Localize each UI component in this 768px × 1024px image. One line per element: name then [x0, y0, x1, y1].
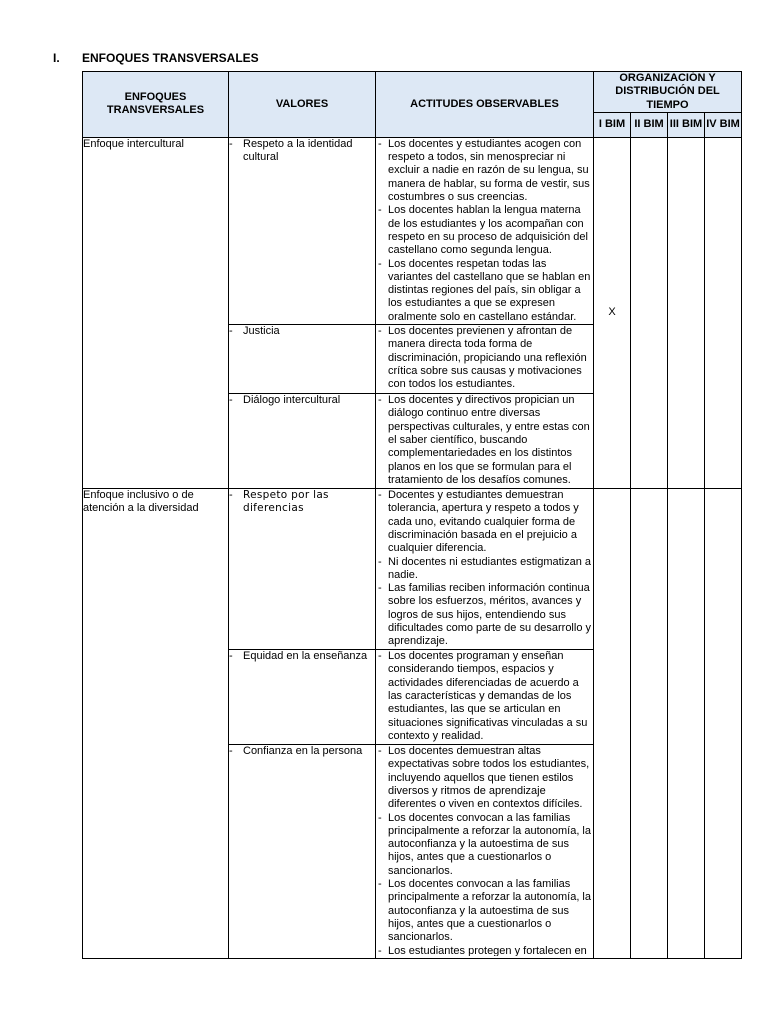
- actitudes-cell: [376, 394, 594, 489]
- header-organizacion: ORGANIZACIÓN Y DISTRIBUCIÓN DEL TIEMPO: [594, 72, 742, 113]
- actitudes-cell: [376, 325, 594, 394]
- valor-text: Respeto a la identidad cultural: [243, 137, 353, 164]
- actitudes-cell: [376, 650, 594, 745]
- header-valores: VALORES: [229, 72, 376, 138]
- valor-cell: - Equidad en la enseñanza: [229, 650, 376, 745]
- section-number: I.: [53, 51, 60, 65]
- actitud-item: - Ni docentes ni estudiantes estigmatizan a nadie.: [376, 556, 593, 583]
- header-bim-2: II BIM: [631, 112, 668, 137]
- enfoque-cell: Enfoque inclusivo o de atención a la diversidad: [83, 489, 229, 959]
- header-enfoques: ENFOQUES TRANSVERSALES: [83, 72, 229, 138]
- actitud-item: - Los docentes y estudiantes acogen con respeto a todos, sin menospreciar ni excluir a nadie en razón de su lengua, su manera de hablar, su forma de vestir, sus costumbres o sus creencias.: [376, 138, 593, 204]
- actitudes-cell: [376, 137, 594, 324]
- actitud-item: - Los docentes convocan a las familias principalmente a reforzar la autonomía, la autoconfianza y la autoestima de sus hijos, antes que a cuestionarlos o sancionarlos.: [376, 878, 593, 944]
- enfoque-cell: Enfoque intercultural: [83, 137, 229, 488]
- actitud-item: - Los docentes programan y enseñan considerando tiempos, espacios y actividades diferenciadas de acuerdo a las características y demandas de los estudiantes, las que se articulan en situaciones significativas vinculadas a su contexto y realidad.: [376, 650, 593, 743]
- actitud-item: - Los estudiantes protegen y fortalecen en: [376, 945, 593, 957]
- valor-cell: - Justicia: [229, 325, 376, 394]
- valor-text: Confianza en la persona: [243, 745, 363, 758]
- header-actitudes: ACTITUDES OBSERVABLES: [376, 72, 594, 138]
- actitud-item: - Los docentes convocan a las familias principalmente a reforzar la autonomía, la autoconfianza y la autoestima de sus hijos, antes que a cuestionarlos o sancionarlos.: [376, 812, 593, 878]
- valor-cell: - Respeto por las diferencias: [229, 489, 376, 650]
- valor-text: Justicia: [243, 325, 280, 338]
- actitudes-cell: [376, 745, 594, 959]
- actitud-item: - Docentes y estudiantes demuestran tolerancia, apertura y respeto a todos y cada uno, evitando cualquier forma de discriminación basada en el prejuicio a cualquier diferencia.: [376, 489, 593, 555]
- bim-mark-cell: [705, 137, 742, 488]
- bim-mark-cell: [668, 137, 705, 488]
- valor-text: Diálogo intercultural: [243, 394, 341, 407]
- valor-cell: - Respeto a la identidad cultural: [229, 137, 376, 324]
- valor-text: Respeto por las diferencias: [243, 489, 329, 515]
- valor-cell: - Diálogo intercultural: [229, 394, 376, 489]
- actitud-item: - Los docentes previenen y afrontan de manera directa toda forma de discriminación, propiciando una reflexión crítica sobre sus causas y motivaciones con todos los estudiantes.: [376, 325, 593, 391]
- bim-mark-cell: [594, 489, 631, 959]
- valor-text: Equidad en la enseñanza: [243, 650, 368, 663]
- actitudes-cell: [376, 489, 594, 650]
- bim-mark-cell: [668, 489, 705, 959]
- section-title: ENFOQUES TRANSVERSALES: [82, 51, 259, 65]
- actitud-item: - Las familias reciben información continua sobre los esfuerzos, méritos, avances y logros de sus hijos, entendiendo sus dificultades como parte de su desarrollo y aprendizaje.: [376, 582, 593, 648]
- enfoques-table: [82, 71, 742, 959]
- bim-mark-cell: X: [594, 137, 631, 488]
- bim-mark-cell: [705, 489, 742, 959]
- header-bim-1: I BIM: [594, 112, 631, 137]
- header-bim-4: IV BIM: [705, 112, 742, 137]
- actitud-item: - Los docentes respetan todas las variantes del castellano que se hablan en distintas regiones del país, sin obligar a los estudiantes a que se expresen oralmente solo en castellano estándar.: [376, 258, 593, 324]
- header-bim-3: III BIM: [668, 112, 705, 137]
- valor-cell: - Confianza en la persona: [229, 745, 376, 959]
- section-heading: [53, 51, 259, 65]
- actitud-item: - Los docentes y directivos propician un diálogo continuo entre diversas perspectivas culturales, y entre estas con el saber científico, buscando complementariedades en los distintos planos en los que se formulan para el tratamiento de los desafíos comunes.: [376, 394, 593, 487]
- bim-mark-cell: [631, 489, 668, 959]
- bim-mark-cell: [631, 137, 668, 488]
- actitud-item: - Los docentes hablan la lengua materna de los estudiantes y los acompañan con respeto en su proceso de adquisición del castellano como segunda lengua.: [376, 204, 593, 257]
- actitud-item: - Los docentes demuestran altas expectativas sobre todos los estudiantes, incluyendo aquellos que tienen estilos diversos y ritmos de aprendizaje diferentes o viven en contextos difíciles.: [376, 745, 593, 811]
